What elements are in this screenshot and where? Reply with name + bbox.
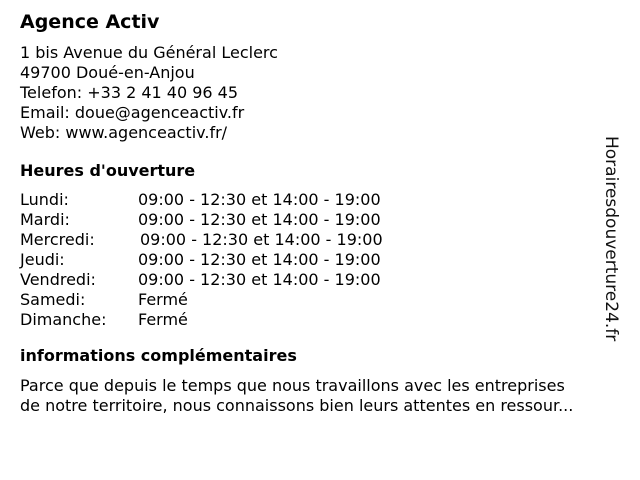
hours-row-saturday [20,290,620,310]
hours-row-sunday [20,310,620,330]
day-hours: Fermé [138,290,188,309]
hours-row-thursday [20,250,620,270]
day-hours: 09:00 - 12:30 et 14:00 - 19:00 [140,230,383,249]
day-hours: 09:00 - 12:30 et 14:00 - 19:00 [138,190,381,209]
day-label: Mardi: [20,210,70,229]
day-label: Lundi: [20,190,69,209]
day-label: Dimanche: [20,310,107,329]
day-hours: 09:00 - 12:30 et 14:00 - 19:00 [138,270,381,289]
address-line-2: 49700 Doué-en-Anjou [20,63,195,82]
site-watermark [586,136,640,343]
day-label: Mercredi: [20,230,95,249]
business-card [20,10,620,416]
info-text-line-2: de notre territoire, nous connaissons bien leurs attentes en ressour... [20,396,574,415]
hours-heading: Heures d'ouverture [20,161,196,180]
hours-row-friday [20,270,620,290]
hours-row-wednesday [20,230,620,250]
hours-table [20,190,620,330]
info-text-line-1: Parce que depuis le temps que nous travaillons avec les entreprises [20,376,565,395]
web-line: Web: www.agenceactiv.fr/ [20,123,228,142]
day-label: Samedi: [20,290,86,309]
day-hours: Fermé [138,310,188,329]
day-label: Vendredi: [20,270,96,289]
address-line-1: 1 bis Avenue du Général Leclerc [20,43,278,62]
business-name: Agence Activ [20,11,160,33]
day-label: Jeudi: [20,250,65,269]
hours-row-tuesday [20,210,620,230]
phone-line: Telefon: +33 2 41 40 96 45 [20,83,239,102]
email-line: Email: doue@agenceactiv.fr [20,103,245,122]
day-hours: 09:00 - 12:30 et 14:00 - 19:00 [138,250,381,269]
day-hours: 09:00 - 12:30 et 14:00 - 19:00 [138,210,381,229]
contact-block [20,43,620,143]
info-heading: informations complémentaires [20,346,297,365]
watermark-text: Horairesdouverture24.fr [601,136,621,342]
hours-row-monday [20,190,620,210]
